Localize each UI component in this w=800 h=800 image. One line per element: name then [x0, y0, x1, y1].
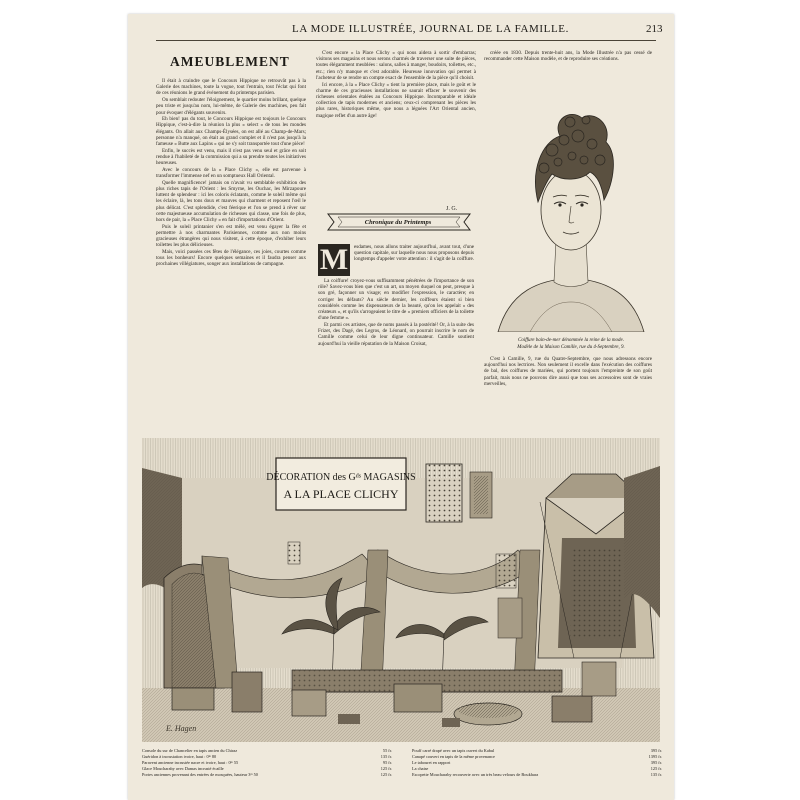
- portrait-caption: [488, 338, 654, 351]
- article-column-3-bottom: [484, 356, 652, 428]
- item-price: 55 fr.: [382, 748, 392, 753]
- item-price: 135 fr.: [650, 772, 662, 777]
- paragraph: Enfin, le succès est venu, mais il n'est pas venu seul et grâce en soit rendue à l'habileté de la commission qui a su prendre toutes les initiatives heureuses.: [156, 147, 306, 167]
- artist-signature: E. Hagen: [166, 724, 197, 733]
- paragraph: C'est encore « la Place Clichy » qui nous aidera à sortir d'embarras; visitons ses magasins et nous serons charmés de traverser une suite de pièces, toutes élégamment meublées : salons, salles à manger, boudoirs, toilettes, etc., etc.; rien n'y manque et c'est adorable. Heureuse innovation qui permet à l'acheteur de se rendre un compte exact de l'ensemble de la pièce qu'il choisit.: [316, 50, 476, 81]
- item-price: 135 fr.: [380, 754, 392, 759]
- item-description: Le tabouret en rapport: [412, 760, 451, 765]
- journal-title: LA MODE ILLUSTRÉE, JOURNAL DE LA FAMILLE.: [292, 23, 569, 35]
- signboard-line-2: A LA PLACE CLICHY: [283, 487, 399, 501]
- item-price: 95 fr.: [382, 760, 392, 765]
- chronique-lead: [354, 244, 474, 276]
- caption-line: Coiffure bain-de-mer dénommée la reine de la mode.: [518, 338, 624, 343]
- signboard-line-1: DÉCORATION des Gᵈˢ MAGASINS: [266, 472, 416, 483]
- price-row: [142, 772, 392, 778]
- item-price: 125 fr.: [380, 766, 392, 771]
- header-rule: [156, 40, 656, 41]
- paragraph: esdames, nous allons traiter aujourd'hui, avant tout, d'une question capitale, sur laquelle nous nous proposons depuis longtemps d'appeler votre attention : il s'agit de la coiffure.: [354, 244, 474, 263]
- drop-cap: M: [319, 243, 349, 276]
- item-description: Portes anciennes provenant des entrées de mosquées, hauteur 3ᵐ 50: [142, 772, 258, 777]
- article-column-1: [156, 78, 306, 428]
- page-number: 213: [646, 23, 663, 35]
- paragraph: La coiffure! croyez-vous suffisamment pénétrées de l'importance de son rôle? Savez-vous bien que c'est un art, un moyen duquel on peut, presque à son gré, façonner un visage; en modifier l'expression, le caractère; en corriger les défauts? Au siècle dernier, les coiffeurs étaient si bien considérés comme les dispensateurs de la beauté, qu'on les appelait « des créateurs », et qu'ils s'arrogeaient le titre de « premiers officiers de la toilette d'une femme ».: [318, 278, 474, 322]
- item-description: Escopette Moucharaby recouverte avec un très beau velours de Boukhara: [412, 772, 539, 777]
- item-description: Paravent ancienne incrustée nacre et ivoire, haut : 0ᵐ 55: [142, 760, 239, 765]
- paragraph: Quelle magnificence! jamais on n'avait vu semblable exhibition des plus riches tapis de l'Orient : les Smyrne, les Ouchac, les Mirzapoure luttent de splendeur : ici les coloris éclatants, comme le soleil même qui les éclaire, là, les tons doux et mauves qui charment et reposent l'œil le plus délicat. C'est splendide, c'est féerique et l'on se prend à rêver sur cette majestueuse accumulation de richesses qui classe, une fois de plus, hors de pair, la « Place Clichy » en fait d'importations d'Orient.: [156, 179, 306, 223]
- price-list-right: [412, 748, 662, 778]
- portrait-illustration: [490, 90, 652, 332]
- item-description: Pouff carré drapé avec un tapis ouvert du Kabul: [412, 748, 495, 753]
- item-description: Console du sur de Chancelier en tapis ancien du Chiraz: [142, 748, 238, 753]
- item-price: 125 fr.: [380, 772, 392, 777]
- store-display-engraving: [142, 438, 660, 742]
- chronique-title: Chronique du Printemps: [364, 219, 432, 226]
- paragraph: Ici encore, à la « Place Clichy » tient la première place, mais le goût et le charme de ces gracieuses installations ne saurait effacer le souvenir des richesses orientales étalées au Concours Hippique. Incomparable et idéale collection de tapis modernes et anciens; ceux-ci comprenant les pièces les plus rares, historiques même, que nous a léguées l'Art Oriental ancien, magique reflet d'un autre âge!: [316, 81, 476, 119]
- item-description: Glace Moucharaby avec Damas incrusté écaille: [142, 766, 224, 771]
- paragraph: Eh bien! pas du tout, le Concours Hippique est toujours le Concours Hippique, c'est-à-dire la réunion la plus « select » de tous les mondes élégants. On allait aux Champs-Élysées, on est allé au Champ-de-Mars; personne n'a manqué, on était au grand complet et il n'est pas jusqu'à la fameuse « Butte aux Lapins » qui ne s'y soit transportée tout d'une pièce!: [156, 116, 306, 148]
- section-title: AMEUBLEMENT: [170, 54, 290, 69]
- item-price: 1395 fr.: [648, 754, 662, 759]
- newspaper-page: [128, 14, 674, 800]
- paragraph: On semblait redouter l'éloignement, le quartier moins brillant, quelque peu triste et jusqu'au nom, lui-même, de Galerie des machines, peu fait pour évoquer d'élégants souvenirs.: [156, 97, 306, 116]
- caption-line: Modèle de la Maison Camille, rue du 4-Septembre, 9.: [517, 344, 625, 350]
- paragraph: Avec le concours de la « Place Clichy », elle est parvenue à transformer l'immense nef en un somptueux Hall Oriental.: [156, 166, 306, 180]
- price-list-left: [142, 748, 392, 778]
- paragraph: Il était à craindre que le Concours Hippique ne retrouvât pas à la Galerie des machines, toute la vogue, tout l'entrain, tout l'éclat qui font de ces réunions le grand événement du printemps parisien.: [156, 78, 306, 97]
- item-price: 395 fr.: [650, 760, 662, 765]
- price-list: [142, 748, 662, 796]
- item-price: 395 fr.: [650, 748, 662, 753]
- item-price: 125 fr.: [650, 766, 662, 771]
- price-row: [412, 772, 662, 778]
- paragraph: Mais, voici passées ces fêtes de l'élégance, ces joies, courtes comme tous les bonheurs! Encore quelques semaines et il faudra penser aux prochaines villégiatures, songer aux installations de campagne.: [156, 248, 306, 268]
- article-column-2: [316, 50, 476, 226]
- paragraph: C'est à Camille, 9, rue du Quatre-Septembre, que nous adressons encore aujourd'hui nos lectrices. Non seulement il excelle dans l'exécution des coiffures de bal, des coiffures de mariées, qui portent toujours l'empreinte de son goût parfait, mais nous ne pouvons dire aussi que tous ses accessoires sont de vraies merveilles,: [484, 356, 652, 387]
- paragraph: Et parmi ces artistes, que de noms passés à la postérité! Or, à la suite des Frizet, des Dagé, des Legros, de Léonard, on pourrait inscrire le nom de Camille comme celui de leur digne continuateur. Camille soutient aujourd'hui la vieille réputation de la Maison Croisat,: [318, 321, 474, 347]
- paragraph: créée en 1830. Depuis trente-huit ans, la Mode Illustrée n'a pas cessé de recommander cette Maison modèle, et de reproduire ses créations.: [484, 50, 652, 63]
- item-description: Canapé couvert en tapis de la même provenance: [412, 754, 495, 759]
- author-signature: J. G.: [446, 206, 458, 212]
- paragraph: Puis le soleil printanier s'en est mêlé, est venu égayer la fête et permettre à nos charmantes Parisiennes, comme aux non moins gracieuses étrangères qui nous visitent, à cette époque, d'exhiber leurs toilettes les plus délicieuses.: [156, 223, 306, 249]
- item-description: La chaise: [412, 766, 429, 771]
- article-column-3-top: [484, 50, 652, 86]
- running-head: [128, 23, 674, 39]
- chronique-body: [318, 278, 474, 438]
- item-description: Guéridon à incrustation ivoire, haut : 0ᵐ 80: [142, 754, 217, 759]
